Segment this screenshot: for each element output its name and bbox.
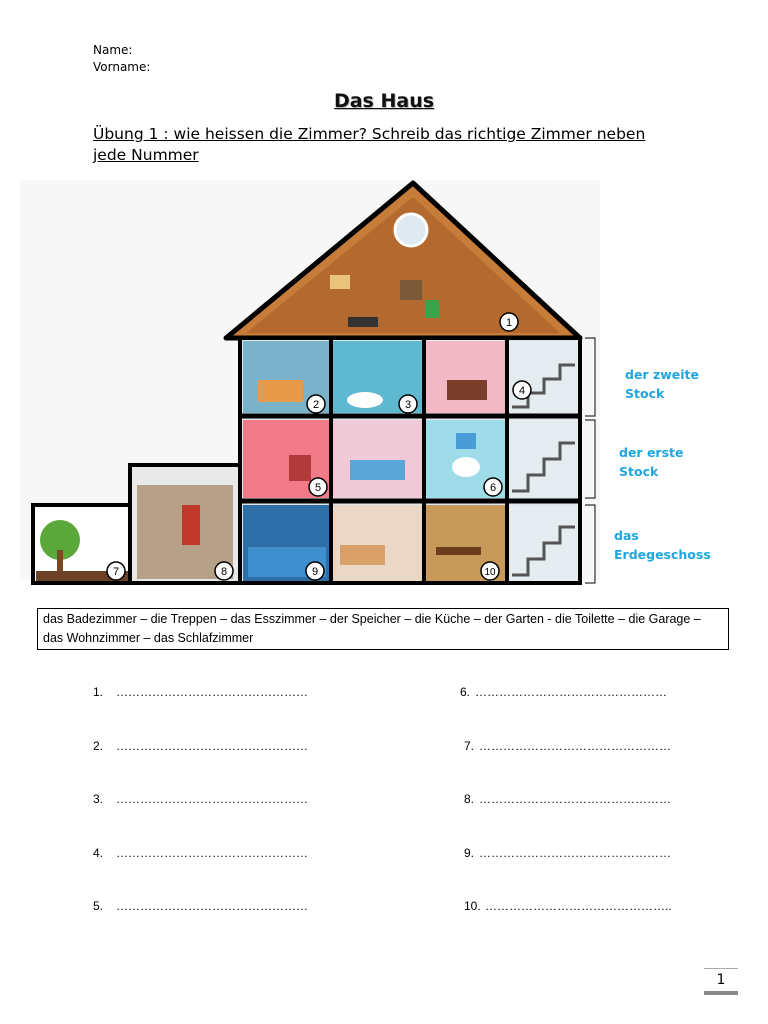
answer-number: 3. xyxy=(93,792,104,806)
label-first-floor: der erste Stock xyxy=(619,445,684,479)
page-number-bar xyxy=(704,991,738,995)
attic-suitcase xyxy=(348,317,378,327)
answer-blank: ………………………………………… xyxy=(116,899,308,913)
room-livingroom-ground xyxy=(333,505,423,581)
label-second-floor: der zweite Stock xyxy=(625,367,699,401)
word-bank: das Badezimmer – die Treppen – das Esszimmer – der Speicher – die Küche – der Garten - die Toilette – die Garage – das Wohnzimmer – das Schlafzimmer xyxy=(37,608,729,650)
attic-bucket xyxy=(425,300,439,318)
room-stairs-2 xyxy=(509,341,578,413)
attic-box xyxy=(330,275,350,289)
marker-9-label: 9 xyxy=(311,566,319,578)
sofa xyxy=(340,545,385,565)
answer-line-9[interactable] xyxy=(464,846,671,860)
marker-1-label: 1 xyxy=(505,317,513,329)
toilet-bowl xyxy=(452,457,480,477)
answer-line-10[interactable] xyxy=(464,899,672,913)
marker-4-label: 4 xyxy=(518,385,526,397)
marker-10-label: 10 xyxy=(484,567,496,578)
room-4-bedroom xyxy=(426,341,506,413)
garage-cabinet xyxy=(182,505,200,545)
answer-number: 7. xyxy=(464,739,475,753)
bed xyxy=(258,380,303,402)
page-title: Das Haus xyxy=(333,90,435,112)
answer-number: 1. xyxy=(93,685,104,699)
answer-line-1[interactable] xyxy=(93,685,308,699)
answer-number: 8. xyxy=(464,792,475,806)
answer-line-7[interactable] xyxy=(464,739,671,753)
answer-line-4[interactable] xyxy=(93,846,308,860)
attic-chest xyxy=(400,280,422,300)
answer-blank: ………………………………………… xyxy=(116,739,308,753)
marker-5-label: 5 xyxy=(314,482,322,494)
marker-2-label: 2 xyxy=(312,399,320,411)
answer-number: 5. xyxy=(93,899,104,913)
fireplace xyxy=(289,455,311,481)
name-label: Name: xyxy=(93,43,133,57)
attic-window xyxy=(395,214,427,246)
answer-number: 4. xyxy=(93,846,104,860)
bed-2 xyxy=(447,380,487,400)
firstname-label: Vorname: xyxy=(93,60,151,74)
answer-line-8[interactable] xyxy=(464,792,671,806)
answer-blank: ………………………………………… xyxy=(116,685,308,699)
answer-number: 2. xyxy=(93,739,104,753)
answer-blank: ………………………………………… xyxy=(479,792,671,806)
exercise-instruction: Übung 1 : wie heissen die Zimmer? Schreib das richtige Zimmer neben jede Nummer xyxy=(93,125,646,164)
marker-7-label: 7 xyxy=(112,566,120,578)
answer-blank: ………………………………………… xyxy=(475,685,667,699)
answer-line-6[interactable] xyxy=(460,685,667,699)
answer-blank: ………………………………………… xyxy=(116,846,308,860)
answer-blank: ………………………………………… xyxy=(479,739,671,753)
label-ground-floor: das Erdegeschoss xyxy=(614,528,711,562)
answer-line-5[interactable] xyxy=(93,899,308,913)
bathtub xyxy=(347,392,383,408)
answer-blank: ………………………………………… xyxy=(116,792,308,806)
answer-number: 6. xyxy=(460,685,471,699)
page-number: 1 xyxy=(704,968,738,988)
dining-table xyxy=(436,547,481,555)
marker-3-label: 3 xyxy=(404,399,412,411)
answer-blank: ………………………………………… xyxy=(479,846,671,860)
answer-number: 10. xyxy=(464,899,481,913)
answer-line-2[interactable] xyxy=(93,739,308,753)
toilet-tank xyxy=(456,433,476,449)
answer-line-3[interactable] xyxy=(93,792,308,806)
marker-8-label: 8 xyxy=(220,566,228,578)
room-6-kidsroom xyxy=(333,420,423,498)
answer-number: 9. xyxy=(464,846,475,860)
marker-6-label: 6 xyxy=(489,482,497,494)
answer-blank: ……………………………………….. xyxy=(485,899,672,913)
kids-bed xyxy=(350,460,405,480)
